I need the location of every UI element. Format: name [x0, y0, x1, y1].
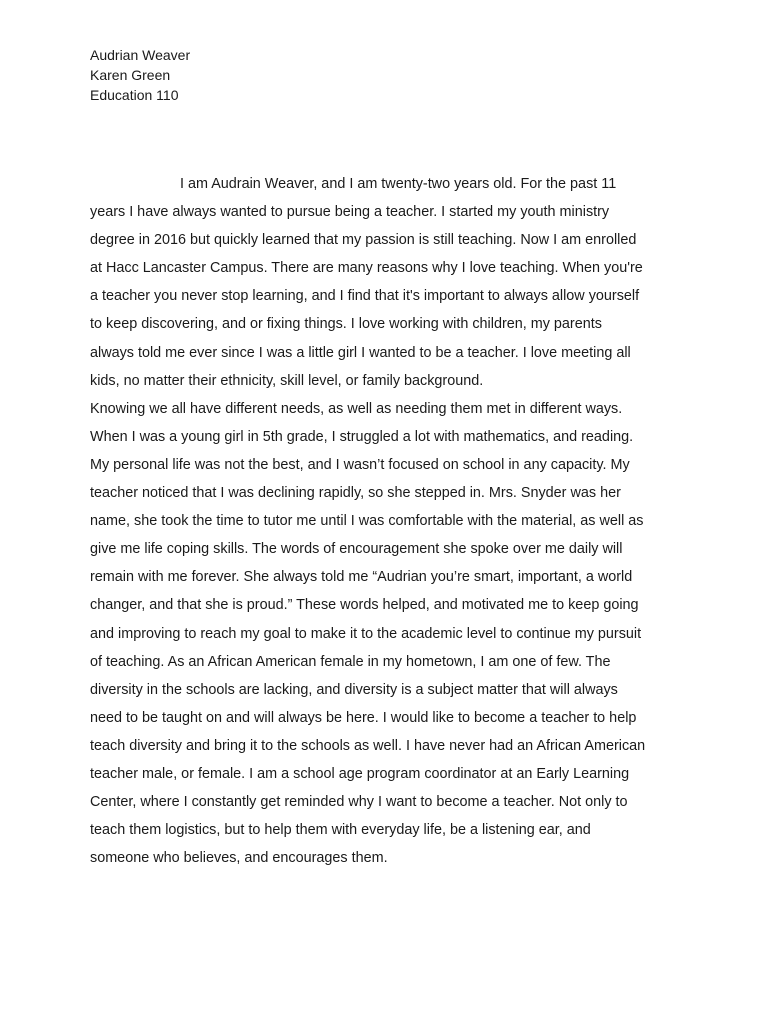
essay-line: Center, where I constantly get reminded why I want to become a teacher. Not only to [90, 794, 628, 811]
essay-line: name, she took the time to tutor me until I was comfortable with the material, as well as [90, 513, 644, 530]
essay-header [90, 45, 190, 105]
essay-line: I am Audrain Weaver, and I am twenty-two years old. For the past 11 [180, 176, 617, 192]
essay-line: kids, no matter their ethnicity, skill level, or family background. [90, 372, 484, 389]
essay-line: someone who believes, and encourages them. [90, 850, 388, 867]
essay-line: changer, and that she is proud.” These words helped, and motivated me to keep going [90, 597, 639, 614]
essay-line: teach them logistics, but to help them with everyday life, be a listening ear, and [90, 822, 591, 839]
essay-body [90, 170, 690, 872]
essay-line: diversity in the schools are lacking, and diversity is a subject matter that will always [90, 681, 618, 698]
essay-line: always told me ever since I was a little girl I wanted to be a teacher. I love meeting all [90, 344, 631, 361]
essay-line: degree in 2016 but quickly learned that my passion is still teaching. Now I am enrolled [90, 232, 637, 249]
essay-line: to keep discovering, and or fixing things. I love working with children, my parents [90, 316, 602, 333]
student-name: Audrian Weaver [90, 47, 191, 63]
essay-line: give me life coping skills. The words of encouragement she spoke over me daily will [90, 541, 623, 558]
essay-line: need to be taught on and will always be here. I would like to become a teacher to help [90, 709, 637, 726]
essay-line: remain with me forever. She always told me “Audrian you’re smart, important, a world [90, 569, 633, 586]
essay-line: at Hacc Lancaster Campus. There are many reasons why I love teaching. When you're [90, 260, 643, 277]
essay-line: teach diversity and bring it to the schools as well. I have never had an African American [90, 737, 646, 754]
essay-line: of teaching. As an African American female in my hometown, I am one of few. The [90, 653, 611, 670]
essay-line: teacher male, or female. I am a school age program coordinator at an Early Learning [90, 765, 630, 782]
course-name: Education 110 [90, 87, 179, 103]
essay-line: When I was a young girl in 5th grade, I struggled a lot with mathematics, and reading. [90, 428, 634, 445]
essay-line: a teacher you never stop learning, and I find that it's important to always allow yourself [90, 288, 640, 305]
essay-line: My personal life was not the best, and I wasn’t focused on school in any capacity. My [90, 456, 630, 473]
essay-line: teacher noticed that I was declining rapidly, so she stepped in. Mrs. Snyder was her [90, 485, 621, 502]
essay-line: Knowing we all have different needs, as well as needing them met in different ways. [90, 400, 623, 417]
essay-line: years I have always wanted to pursue being a teacher. I started my youth ministry [90, 204, 610, 221]
essay-line: and improving to reach my goal to make it to the academic level to continue my pursuit [90, 625, 642, 642]
instructor-name: Karen Green [90, 67, 171, 83]
